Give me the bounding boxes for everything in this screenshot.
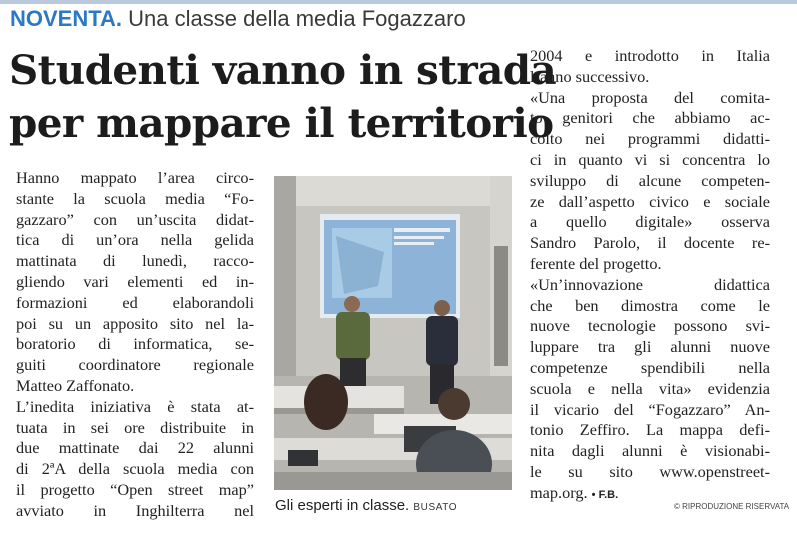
top-rule bbox=[0, 0, 797, 4]
text-line-with-signature bbox=[530, 483, 770, 504]
text-line: colto nei programmi didatti- bbox=[530, 129, 770, 149]
text-line: avviato in Inghilterra nel bbox=[16, 500, 254, 520]
text-line: guiti coordinatore regionale bbox=[16, 355, 254, 375]
headline-line: Studenti vanno in strada bbox=[9, 46, 557, 94]
kicker-place: NOVENTA. bbox=[10, 6, 123, 31]
text-line: «Una proposta del comita- bbox=[530, 87, 770, 107]
classroom-photo bbox=[274, 176, 512, 490]
text-line: due mattinate dai 22 alunni bbox=[16, 438, 254, 458]
text-line: nuove tecnologie possono svi- bbox=[530, 316, 770, 336]
text-line: boratorio di informatica, se- bbox=[16, 334, 254, 354]
text-line: di 2ªA della scuola media con bbox=[16, 459, 254, 479]
text-line: «Un’innovazione didattica bbox=[530, 274, 770, 294]
article-column-left bbox=[16, 168, 254, 522]
text-line: che ben dimostra come le bbox=[530, 295, 770, 315]
text-line: mattinata di lunedì, racco- bbox=[16, 251, 254, 271]
text-line: Matteo Zaffonato. bbox=[16, 375, 135, 395]
text-line: scuola e nella vita» evidenzia bbox=[530, 378, 770, 398]
text-line: tonio Zeffiro. La mappa defi- bbox=[530, 420, 770, 440]
text-line: Hanno mappato l’area circo- bbox=[16, 168, 254, 187]
text-line: tica di un’ora nella gelida bbox=[16, 230, 254, 250]
caption-text: Gli esperti in classe. bbox=[275, 497, 410, 514]
article-column-right bbox=[530, 46, 770, 504]
text-line: ci in quanto vi si concentra lo bbox=[530, 149, 770, 169]
kicker-text: Una classe della media Fogazzaro bbox=[128, 6, 466, 31]
kicker bbox=[10, 6, 466, 32]
text-line: gliendo vari elementi ed in- bbox=[16, 271, 254, 291]
text-line: stante la scuola media “Fo- bbox=[16, 188, 254, 208]
text-line: sviluppo di alcune competen- bbox=[530, 170, 770, 190]
text-line: l’anno successivo. bbox=[530, 66, 650, 86]
text-line: Sandro Parolo, il docente re- bbox=[530, 233, 770, 253]
text-line: il progetto “Open street map” bbox=[16, 479, 254, 499]
text-line: le su sito www.openstreet- bbox=[530, 461, 770, 481]
text-line: a quello digitale» osserva bbox=[530, 212, 770, 232]
headline-line: per mappare il territorio bbox=[9, 99, 554, 147]
text-line: poi su un apposito sito nel la- bbox=[16, 313, 254, 333]
photo-credit: BUSATO bbox=[413, 502, 458, 513]
classroom-photo-illustration bbox=[274, 176, 512, 490]
text-line: nita dagli alunni è visionabi- bbox=[530, 441, 770, 461]
copyright-notice: © RIPRODUZIONE RISERVATA bbox=[674, 502, 790, 511]
text-line: 2004 e introdotto in Italia bbox=[530, 46, 770, 65]
headline bbox=[9, 44, 557, 150]
text-line: to genitori che abbiamo ac- bbox=[530, 108, 770, 128]
text-line: competenze spendibili nella bbox=[530, 357, 770, 377]
text-line: L’inedita iniziativa è stata at- bbox=[16, 396, 254, 416]
text-line: il vicario del “Fogazzaro” An- bbox=[530, 399, 770, 419]
text-line: ferente del progetto. bbox=[530, 253, 662, 273]
text-line: gazzaro” con un’uscita didat- bbox=[16, 209, 254, 229]
text-line: tuata in sei ore distribuite in bbox=[16, 417, 254, 437]
author-signature: • F.B. bbox=[591, 488, 619, 501]
photo-caption bbox=[275, 497, 457, 514]
text-line: ze dall’aspetto civico e sociale bbox=[530, 191, 770, 211]
text-line: map.org. bbox=[530, 482, 588, 502]
text-line: luppare tra gli alunni nuove bbox=[530, 337, 770, 357]
text-line: formazioni ed elaborandoli bbox=[16, 292, 254, 312]
